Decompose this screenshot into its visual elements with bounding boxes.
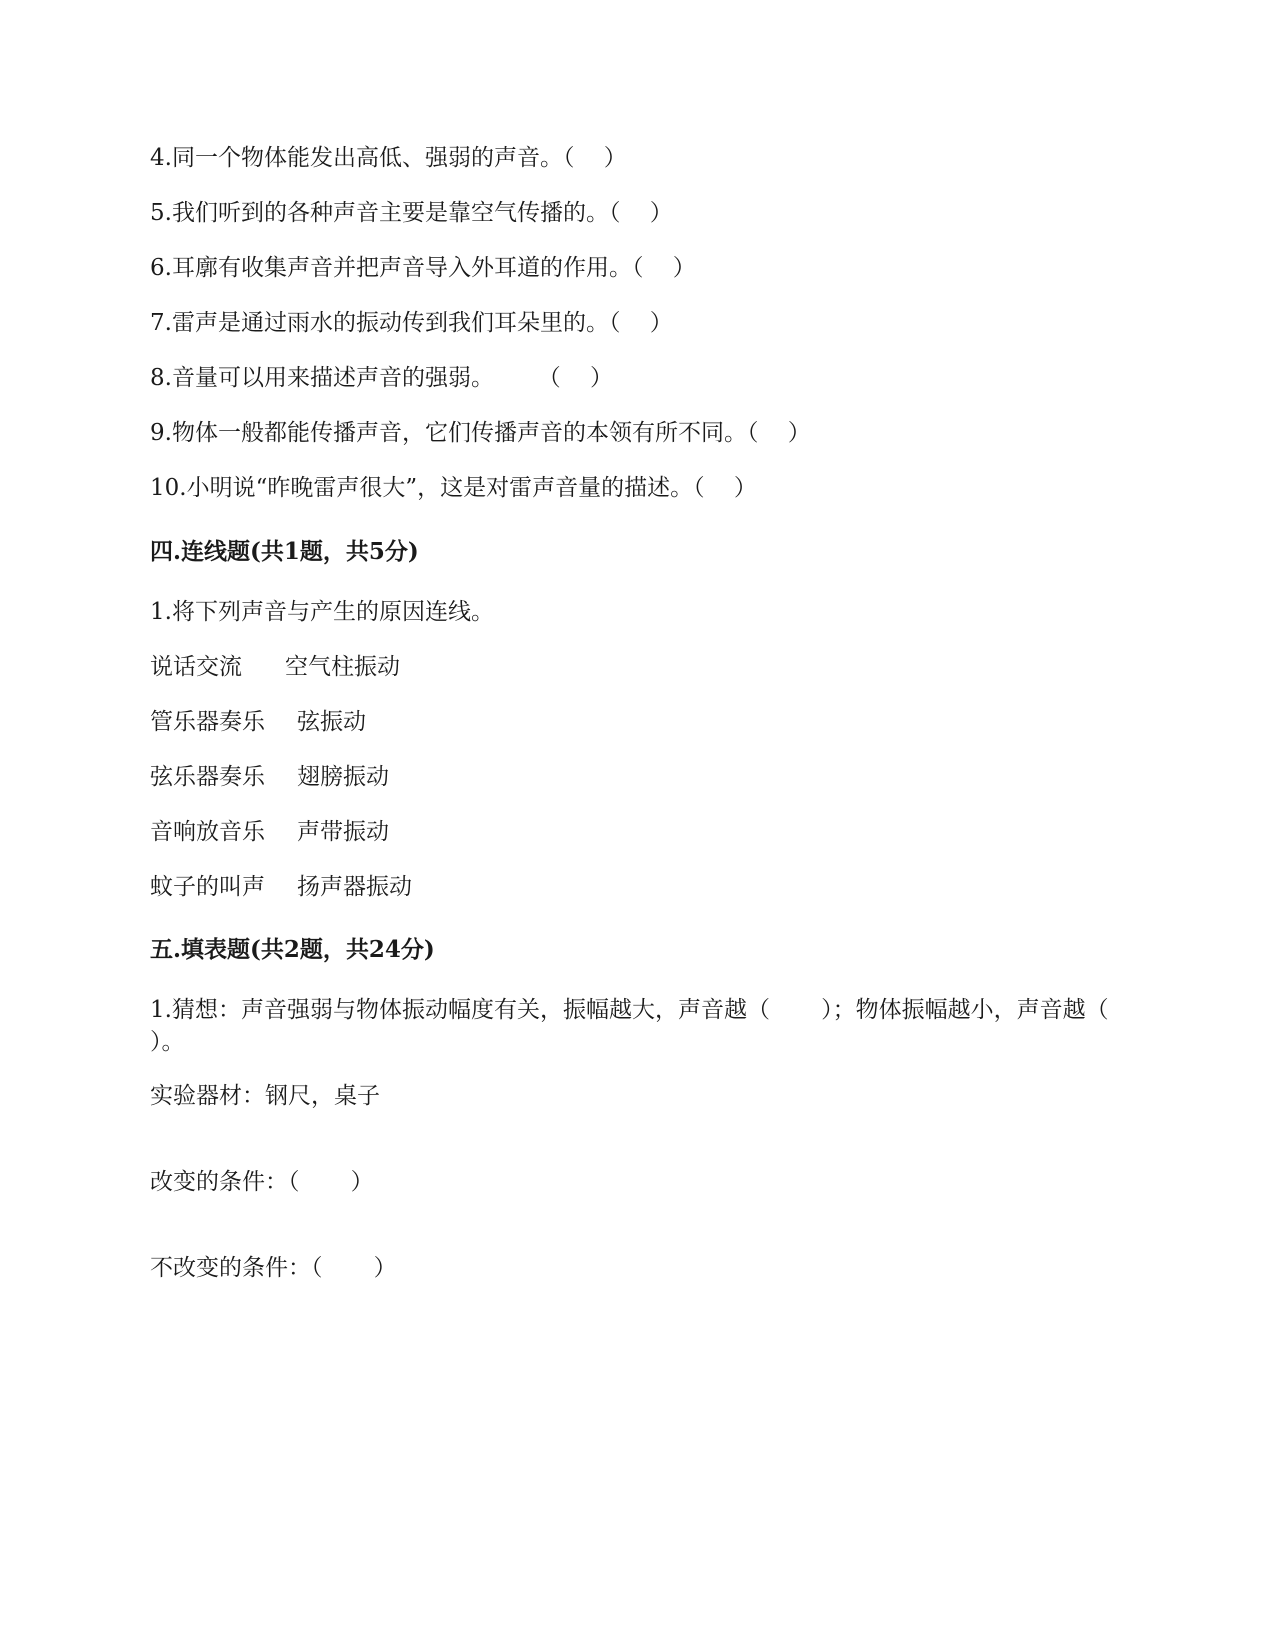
matching-right-2: 弦振动 <box>297 709 366 735</box>
changed-condition: 改变的条件：（ ） <box>150 1169 374 1195</box>
matching-left-1: 说话交流 <box>150 654 242 680</box>
fill-question: 1.猜想：声音强弱与物体振动幅度有关，振幅越大，声音越（ ）；物体振幅越小，声音越（ ）。 <box>150 997 1160 1055</box>
judge-item-9: 9.物体一般都能传播声音，它们传播声音的本领有所不同。（ ） <box>150 420 811 446</box>
judge-item-7: 7.雷声是通过雨水的振动传到我们耳朵里的。（ ） <box>150 310 673 336</box>
matching-right-5: 扬声器振动 <box>297 874 412 900</box>
matching-right-1: 空气柱振动 <box>285 654 400 680</box>
unchanged-condition: 不改变的条件：（ ） <box>150 1255 397 1281</box>
matching-left-5: 蚊子的叫声 <box>150 874 265 900</box>
matching-left-4: 音响放音乐 <box>150 819 265 845</box>
section-heading-fill-table: 五.填表题(共2题，共24分) <box>150 936 435 963</box>
judge-item-5: 5.我们听到的各种声音主要是靠空气传播的。（ ） <box>150 200 673 226</box>
matching-right-3: 翅膀振动 <box>297 764 389 790</box>
experiment-materials: 实验器材：钢尺，桌子 <box>150 1083 380 1109</box>
judge-item-4: 4.同一个物体能发出高低、强弱的声音。（ ） <box>150 145 627 171</box>
judge-item-10: 10.小明说“昨晚雷声很大”，这是对雷声音量的描述。（ ） <box>150 475 757 501</box>
matching-left-3: 弦乐器奏乐 <box>150 764 265 790</box>
matching-left-2: 管乐器奏乐 <box>150 709 265 735</box>
judge-item-6: 6.耳廓有收集声音并把声音导入外耳道的作用。（ ） <box>150 255 696 281</box>
matching-question: 1.将下列声音与产生的原因连线。 <box>150 599 494 625</box>
judge-item-8: 8.音量可以用来描述声音的强弱。 （ ） <box>150 365 614 391</box>
matching-right-4: 声带振动 <box>297 819 389 845</box>
section-heading-matching: 四.连线题(共1题，共5分) <box>150 538 419 565</box>
